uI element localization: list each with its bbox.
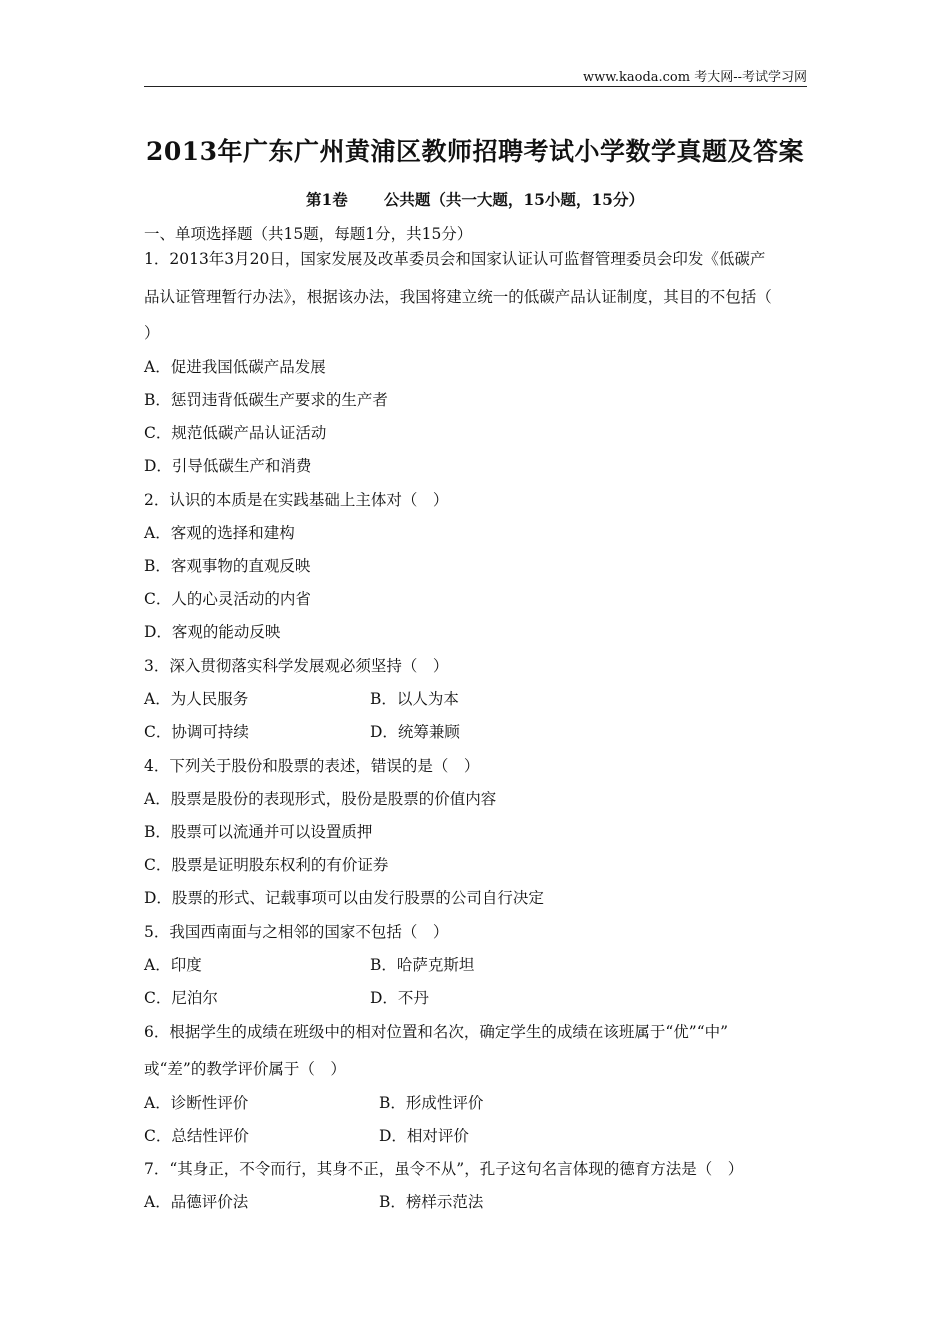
q5-option-c: C．尼泊尔 <box>144 989 218 1007</box>
question-3-stem: 3．深入贯彻落实科学发展观必须坚持（ ） <box>144 657 449 675</box>
q5-option-a: A．印度 <box>144 956 202 974</box>
section-heading: 一、单项选择题（共15题，每题1分，共15分） <box>144 225 473 243</box>
q7-option-a: A．品德评价法 <box>144 1193 249 1211</box>
q2-option-d: D．客观的能动反映 <box>144 623 281 641</box>
part-heading <box>0 188 950 210</box>
q4-option-c: C．股票是证明股东权利的有价证券 <box>144 856 389 874</box>
site-header: www.kaoda.com 考大网--考试学习网 <box>583 70 807 85</box>
question-1-line-2: 品认证管理暂行办法》，根据该办法，我国将建立统一的低碳产品认证制度，其目的不包括（ <box>144 288 772 306</box>
q5-option-b: B．哈萨克斯坦 <box>370 956 475 974</box>
part-label: 第1卷 <box>306 190 348 209</box>
q6-option-c: C．总结性评价 <box>144 1127 249 1145</box>
q2-option-a: A．客观的选择和建构 <box>144 524 295 542</box>
part-description: 公共题（共一大题，15小题，15分） <box>383 190 644 209</box>
question-6-line-2: 或“差”的教学评价属于（ ） <box>144 1060 346 1078</box>
q2-option-c: C．人的心灵活动的内省 <box>144 590 311 608</box>
q4-option-d: D．股票的形式、记载事项可以由发行股票的公司自行决定 <box>144 889 544 907</box>
q6-option-a: A．诊断性评价 <box>144 1094 249 1112</box>
question-4-stem: 4．下列关于股份和股票的表述，错误的是（ ） <box>144 757 480 775</box>
q3-option-d: D．统筹兼顾 <box>370 723 460 741</box>
question-1-line-1: 1．2013年3月20日，国家发展及改革委员会和国家认证认可监督管理委员会印发《低碳产 <box>144 250 766 268</box>
question-5-stem: 5．我国西南面与之相邻的国家不包括（ ） <box>144 923 449 941</box>
page-title: 2013年广东广州黄浦区教师招聘考试小学数学真题及答案 <box>145 137 805 166</box>
q7-option-b: B．榜样示范法 <box>379 1193 484 1211</box>
q1-option-c: C．规范低碳产品认证活动 <box>144 424 327 442</box>
q3-option-b: B．以人为本 <box>370 690 459 708</box>
q2-option-b: B．客观事物的直观反映 <box>144 557 311 575</box>
q1-option-a: A．促进我国低碳产品发展 <box>144 358 326 376</box>
q6-option-b: B．形成性评价 <box>379 1094 484 1112</box>
q3-option-c: C．协调可持续 <box>144 723 249 741</box>
q6-option-d: D．相对评价 <box>379 1127 469 1145</box>
question-7-stem: 7．“其身正，不令而行，其身不正，虽令不从”，孔子这句名言体现的德育方法是（ ） <box>144 1160 744 1178</box>
q4-option-b: B．股票可以流通并可以设置质押 <box>144 823 373 841</box>
question-2-stem: 2．认识的本质是在实践基础上主体对（ ） <box>144 491 449 509</box>
q4-option-a: A．股票是股份的表现形式，股份是股票的价值内容 <box>144 790 497 808</box>
q1-option-d: D．引导低碳生产和消费 <box>144 457 312 475</box>
question-6-line-1: 6．根据学生的成绩在班级中的相对位置和名次，确定学生的成绩在该班属于“优”“中” <box>144 1023 729 1041</box>
question-1-line-3: ） <box>144 324 160 342</box>
q1-option-b: B．惩罚违背低碳生产要求的生产者 <box>144 391 388 409</box>
q3-option-a: A．为人民服务 <box>144 690 249 708</box>
q5-option-d: D．不丹 <box>370 989 429 1007</box>
header-rule <box>144 86 807 87</box>
